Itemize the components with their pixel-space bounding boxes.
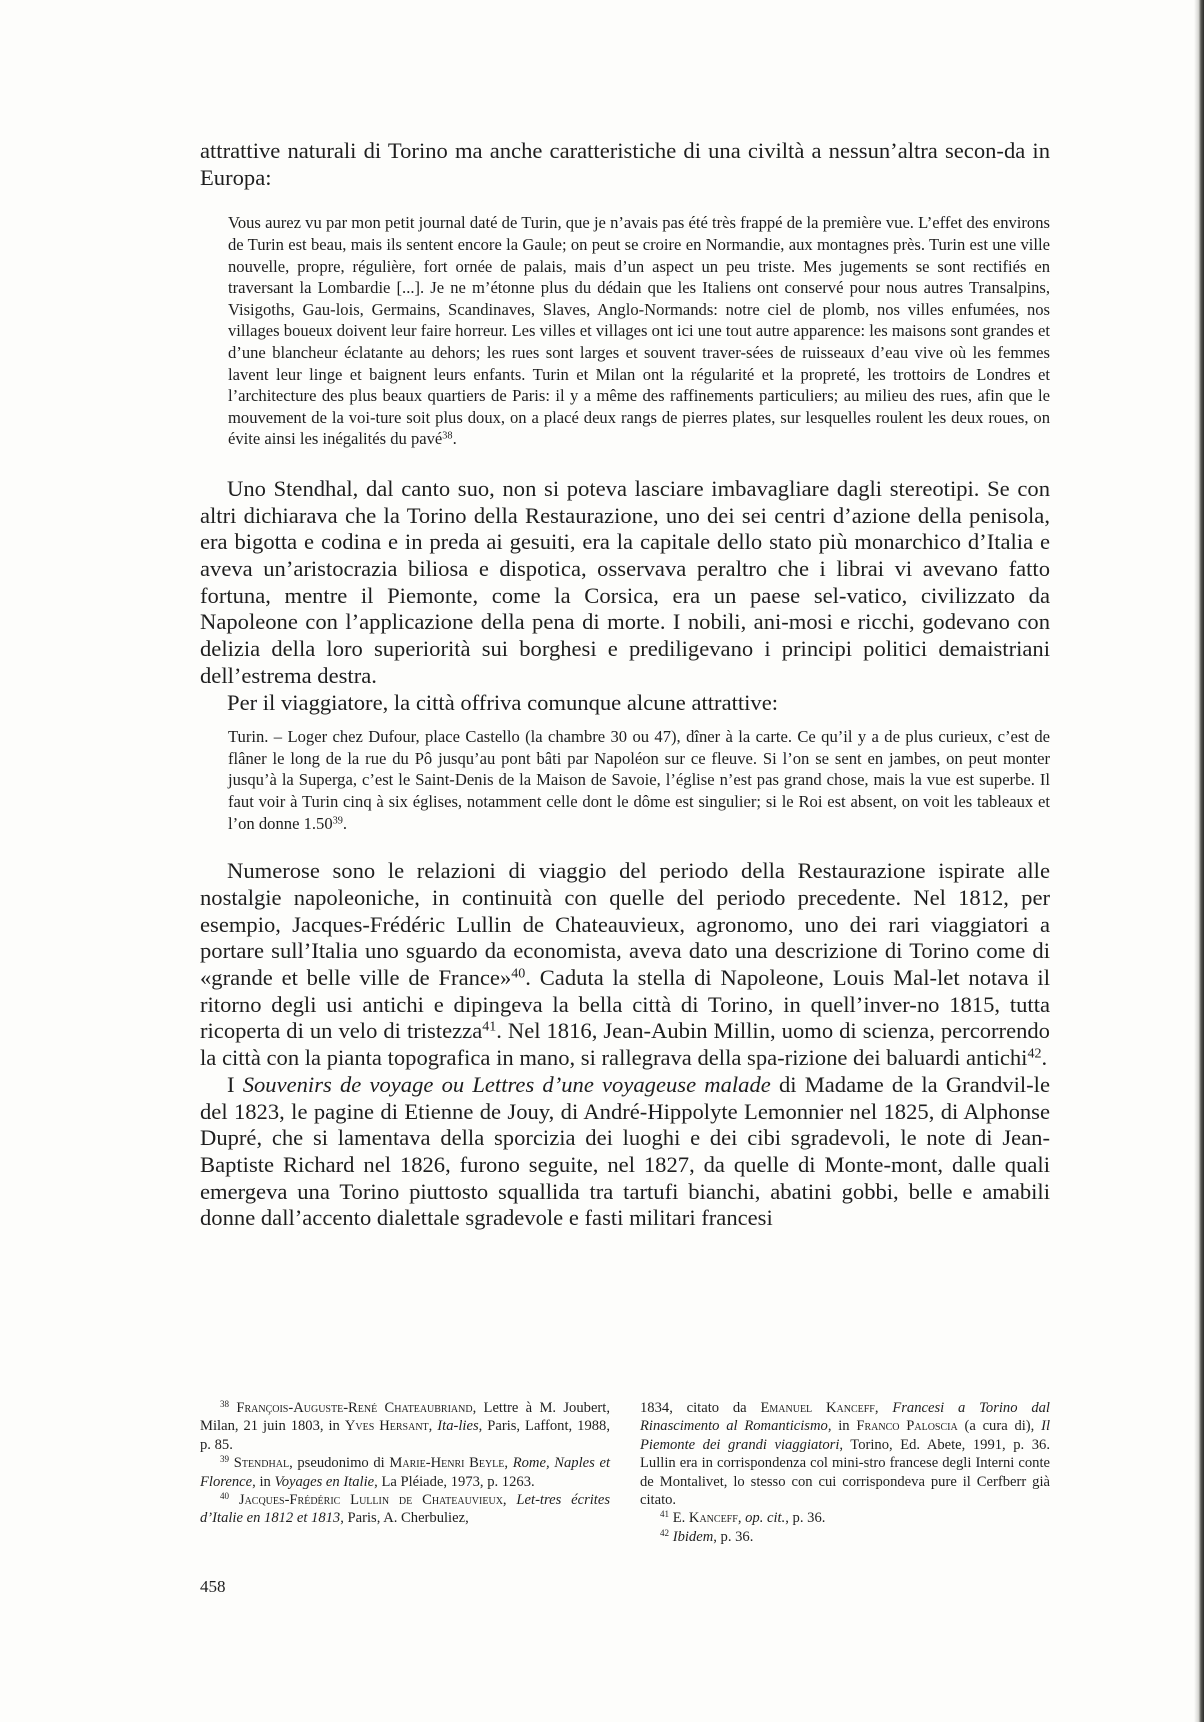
footnote-39 bbox=[200, 1454, 610, 1491]
footnote-text: , Lettre à M. Joubert, Milan, 21 juin 1803, in bbox=[200, 1400, 610, 1435]
footnote-text: , bbox=[504, 1455, 513, 1472]
scan-edge-shadow bbox=[1194, 0, 1204, 1722]
footnote-title: Voyages en Italie bbox=[274, 1473, 375, 1490]
footnote-author: Emanuel Kanceff bbox=[760, 1400, 875, 1416]
footnote-author: Marie-Henri Beyle bbox=[389, 1455, 505, 1472]
footnote-text: , bbox=[428, 1418, 438, 1435]
paragraph-stendhal: Uno Stendhal, dal canto suo, non si poteva lasciare imbavagliare dagli stereotipi. Se con altri dichiarava che la Torino della Restaurazione, uno dei sei centri d’azione della penisola, era bigotta e codina e in preda ai gesuiti, era la capitale dello stato più monarchico d’Italia e aveva un’aristocrazia biliosa e dispotica, osservava peraltro che i librai vi avevano fatto fortuna, mentre il Piemonte, come la Corsica, era un paese sel-vatico, civilizzato da Napoleone con l’applicazione della pena di morte. I nobili, ani-mosi e ricchi, godevano con delizia della loro superiorità sui borghesi e prediligevano i principi politici demaistriani dell’estrema destra. bbox=[200, 475, 1050, 688]
footnote-ref-40: 40 bbox=[511, 966, 526, 982]
footnote-40 bbox=[200, 1491, 610, 1528]
footnote-text: , p. 36. bbox=[713, 1528, 754, 1545]
block-quote-chateaubriand: Vous aurez vu par mon petit journal daté de Turin, que je n’avais pas été très frappé de la première vue. L’effet des environs de Turin est beau, mais ils sentent encore la Gaule; on peut se croire en Normandie, aux montagnes près. Turin est une ville nouvelle, propre, régulière, fort ornée de palais, mais d’un aspect un peu triste. Mes jugements se sont rectifiés en traversant la Lombardie [...]. Je ne m’étonne plus du dédain que les Italiens ont conservé pour nous autres Transalpins, Visigoths, Gau-lois, Germains, Scandinaves, Slaves, Anglo-Normands: notre ciel de plomb, nos villes enfumées, nos villages boueux doivent leur faire horreur. Les villes et villages ont ici une tout autre apparence: les maisons sont grandes et d’une blancheur éclatante au dehors; les rues sont larges et souvent traver-sées de ruisseaux d’eau vive où les femmes lavent leur linge et baignent leurs enfants. Turin et Milan ont la régularité et la propreté, les trottoirs de Londres et l’architecture des plus beaux quartiers de Paris: il y a même des raffinements particuliers; au milieu des rues, afin que le mouvement de la voi-ture soit plus doux, on a placé deux rangs de pierres plates, sur lesquelles roulent les deux roues, on évite ainsi les inégalités du pavé$^{38}$. bbox=[228, 213, 1050, 449]
book-title: Souvenirs de voyage ou Lettres d’une voyageuse malade bbox=[242, 1071, 771, 1097]
paragraph-souvenirs bbox=[200, 1072, 1050, 1232]
quote-text: Vous aurez vu par mon petit journal daté de Turin, que je n’avais pas été très frappé de la première vue. L’effet des environs de Turin est beau, mais ils sentent encore la Gaule; on peut se croire en Normandie, aux montagnes près. Turin est une ville nouvelle, propre, régulière, fort ornée de palais, mais d’un aspect un peu triste. Mes jugements se sont rectifiés en traversant la Lombardie [...]. Je ne m’étonne plus du dédain que les Italiens ont conservé pour nous autres Transalpins, Visigoths, Gau-lois, Germains, Scandinaves, Slaves, Anglo-Normands: notre ciel de plomb, nos villes enfumées, nos villages boueux doivent leur faire horreur. Les villes et villages ont ici une tout autre apparence: les maisons sont grandes et d’une blancheur éclatante au dehors; les rues sont larges et souvent traver-sées de ruisseaux d’eau vive où les femmes lavent leur linge et baignent leurs enfants. Turin et Milan ont la régularité et la propreté, les trottoirs de Londres et l’architecture des plus beaux quartiers de Paris: il y a même des raffinements particuliers; au milieu des rues, afin que le mouvement de la voi-ture soit plus doux, on a placé deux rangs de pierres plates, sur lesquelles roulent les deux roues, on évite ainsi les inégalités du pavé bbox=[228, 213, 1050, 449]
footnote-author: François-Auguste-René Chateaubriand bbox=[236, 1400, 473, 1416]
paragraph-text: . Nel 1816, Jean-Aubin Millin, uomo di scienza, percorrendo la città con la pianta topografica in mano, si rallegrava della spa-rizione dei baluardi antichi bbox=[200, 1018, 1050, 1071]
footnote-text: , p. 36. bbox=[785, 1510, 826, 1527]
intro-paragraph: attrattive naturali di Torino ma anche caratteristiche di una civiltà a nessun’altra secon-da in Europa: bbox=[200, 138, 1050, 190]
page-body bbox=[200, 138, 1050, 1232]
footnote-author: Jacques-Frédéric Lullin de Chateauvieux bbox=[238, 1492, 503, 1509]
footnote-number: 39 bbox=[220, 1454, 230, 1465]
footnote-author: Stendhal bbox=[233, 1455, 290, 1472]
footnote-number: 42 bbox=[660, 1527, 670, 1538]
footnote-title: Let-tres écrites d’Italie en 1812 et 1813 bbox=[200, 1492, 611, 1527]
block-quote-stendhal: Turin. – Loger chez Dufour, place Castello (la chambre 30 ou 47), dîner à la carte. Ce qu’il y a de plus curieux, c’est de flâner le long de la rue du Pô jusqu’au pont bâti par Napoléon sur ce fleuve. Si l’on se sent en jambes, on peut monter jusqu’à la Superga, c’est le Saint-Denis de la Maison de Savoie, l’église n’est pas grand chose, mais la vue est superbe. Il faut voir à Turin cinq à six églises, notamment celle dont le dôme est singulier; si le Roi est absent, on voit les tableaux et l’on donne 1.50$^{39}$. bbox=[228, 727, 1050, 833]
footnote-ref-38: 38 bbox=[442, 430, 453, 442]
footnote-text: , bbox=[874, 1400, 893, 1416]
footnote-ref-41: 41 bbox=[482, 1019, 497, 1035]
footnote-editor: Franco Paloscia bbox=[856, 1418, 958, 1435]
footnotes-left-column bbox=[200, 1399, 610, 1546]
footnote-number: 41 bbox=[660, 1509, 670, 1520]
footnote-title: Francesi a Torino dal Rinascimento al Romanticismo bbox=[640, 1400, 1050, 1435]
footnote-title: Ibidem bbox=[672, 1528, 714, 1545]
footnote-text: 1834, citato da bbox=[640, 1400, 761, 1416]
footnote-text: , in bbox=[827, 1418, 857, 1435]
footnote-number: 38 bbox=[220, 1399, 230, 1410]
footnote-ref-39: 39 bbox=[332, 814, 343, 826]
footnote-title: op. cit. bbox=[745, 1510, 786, 1527]
footnote-text: (a cura di), bbox=[957, 1418, 1042, 1435]
footnote-text: , pseudonimo di bbox=[289, 1455, 390, 1472]
quote-text: Turin. – Loger chez Dufour, place Castello (la chambre 30 ou 47), dîner à la carte. Ce qu’il y a de plus curieux, c’est de flâner le long de la rue du Pô jusqu’au pont bâti par Napoléon sur ce fleuve. Si l’on se sent en jambes, on peut monter jusqu’à la Superga, c’est le Saint-Denis de la Maison de Savoie, l’église n’est pas grand chose, mais la vue est superbe. Il faut voir à Turin cinq à six églises, notamment celle dont le dôme est singulier; si le Roi est absent, on voit les tableaux et l’on donne 1.50 bbox=[228, 727, 1050, 833]
footnote-text: , in bbox=[252, 1473, 275, 1490]
paragraph-text: di Madame de la Grandvil-le del 1823, le pagine di Etienne de Jouy, di André-Hippolyte Lemonnier nel 1825, di Alphonse Dupré, che si lamentava della sporcizia dei luoghi e dei cibi sgradevoli, le note di Jean-Baptiste Richard nel 1826, furono seguite, nel 1827, da quelle di Monte-mont, dalle quali emergeva una Torino piuttosto squallida tra tartufi bianchi, abatini gobbi, belle e amabili donne dall’accento dialettale sgradevole e fasti militari francesi bbox=[200, 1071, 1050, 1231]
page-number: 458 bbox=[200, 1577, 226, 1596]
footnote-40-continued bbox=[640, 1399, 1050, 1509]
paragraph-text: Numerose sono le relazioni di viaggio del periodo della Restaurazione ispirate alle nostalgie napoleoniche, in continuità con quelle del periodo precedente. Nel 1812, per esempio, Jacques-Frédéric Lullin de Chateauvieux, agronomo, uno dei rari viaggiatori a portare sull’Italia uno sguardo da economista, aveva dato una descrizione di Torino come di «grande et belle ville de France» bbox=[200, 858, 1050, 991]
footnote-text: , bbox=[737, 1510, 746, 1527]
footnote-41 bbox=[640, 1509, 1050, 1527]
paragraph-numerose bbox=[200, 858, 1050, 1072]
footnote-title: Ita-lies bbox=[437, 1418, 479, 1435]
footnote-text: , bbox=[502, 1492, 517, 1509]
paragraph-text: . Caduta la stella di Napoleone, Louis Mal-let notava il ritorno degli usi antichi e dipingeva la bella città di Torino, in quell’inver-no 1815, tutta ricoperta di un velo di tristezza bbox=[200, 965, 1050, 1044]
footnote-ref-42: 42 bbox=[1027, 1046, 1042, 1062]
footnote-author: E. Kanceff bbox=[672, 1510, 738, 1527]
footnote-number: 40 bbox=[220, 1491, 230, 1502]
footnote-38 bbox=[200, 1399, 610, 1454]
footnote-editor: Yves Hersant bbox=[344, 1418, 429, 1435]
footnotes-right-column bbox=[640, 1399, 1050, 1546]
footnote-text: , Paris, Laffont, 1988, p. 85. bbox=[200, 1418, 610, 1453]
footnote-text: , Paris, A. Cherbuliez, bbox=[340, 1510, 469, 1527]
footnote-title: Rome, Naples et Florence bbox=[200, 1455, 610, 1490]
paragraph-viaggiatore: Per il viaggiatore, la città offriva comunque alcune attrattive: bbox=[227, 689, 779, 715]
footnote-42 bbox=[640, 1528, 1050, 1546]
footnote-title: Il Piemonte dei grandi viaggiatori bbox=[640, 1418, 1050, 1453]
footnote-text: , La Pléiade, 1973, p. 1263. bbox=[374, 1473, 535, 1490]
paragraph-text: I bbox=[227, 1071, 243, 1097]
footnote-text: , Torino, Ed. Abete, 1991, p. 36. Lullin era in corrispondenza col mini-stro francese degli Interni conte de Montalivet, lo stesso con cui corrispondeva pure il Cerfberr già citato. bbox=[640, 1436, 1050, 1509]
footnotes bbox=[200, 1399, 1050, 1546]
paragraph-text: . bbox=[1041, 1045, 1048, 1071]
